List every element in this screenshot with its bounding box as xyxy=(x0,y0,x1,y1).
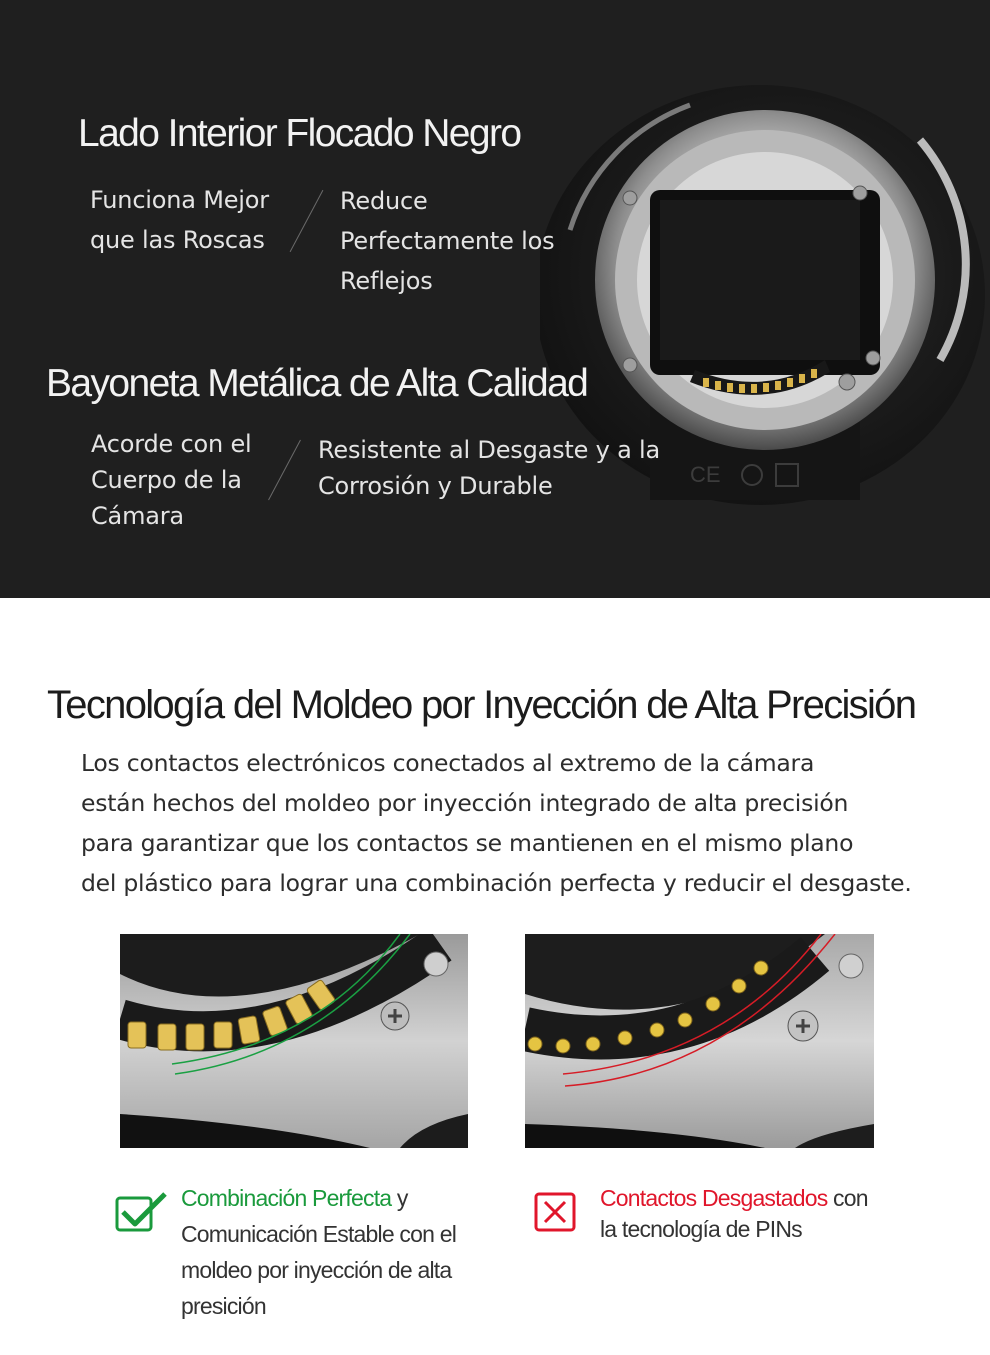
feature-line: Reduce xyxy=(340,187,428,215)
check-icon xyxy=(113,1190,168,1234)
feature-line: Corrosión y Durable xyxy=(318,472,553,500)
good-caption xyxy=(181,1180,456,1324)
divider-slash xyxy=(268,440,301,501)
feature-durable xyxy=(318,432,660,504)
good-caption-line: presición xyxy=(181,1293,266,1319)
description-line: Los contactos electrónicos conectados al extremo de la cámara xyxy=(81,749,815,777)
feature-line: que las Roscas xyxy=(90,226,265,254)
dark-feature-panel xyxy=(0,0,990,598)
description-line: para garantizar que los contactos se mantienen en el mismo plano xyxy=(81,829,854,857)
description-line: del plástico para lograr una combinación perfecta y reducir el desgaste. xyxy=(81,869,912,897)
good-caption-conj: y xyxy=(391,1185,408,1211)
svg-text:CE: CE xyxy=(690,462,721,487)
bad-caption-line-first xyxy=(600,1183,868,1214)
contacts-closeup-good-photo xyxy=(120,934,468,1148)
good-caption-line: moldeo por inyección de alta xyxy=(181,1257,452,1283)
divider-slash xyxy=(290,190,324,252)
heading-flocked-interior: Lado Interior Flocado Negro xyxy=(78,112,521,155)
description-line: están hechos del moldeo por inyección integrado de alta precisión xyxy=(81,789,849,817)
bad-caption-conj: con xyxy=(827,1185,868,1211)
good-caption-line-first xyxy=(181,1180,456,1216)
injection-description xyxy=(81,743,912,903)
bad-caption xyxy=(600,1183,868,1245)
cross-icon xyxy=(534,1192,576,1232)
feature-line: Reflejos xyxy=(340,267,433,295)
feature-reflections xyxy=(340,181,554,301)
bad-caption-highlight: Contactos Desgastados xyxy=(600,1185,828,1211)
feature-line: Acorde con el xyxy=(91,430,252,458)
feature-line: Perfectamente los xyxy=(340,227,555,255)
bad-caption-line: la tecnología de PINs xyxy=(600,1216,802,1242)
heading-metal-bayonet: Bayoneta Metálica de Alta Calidad xyxy=(46,362,588,405)
feature-body-match xyxy=(91,426,252,534)
feature-threads xyxy=(90,180,269,260)
heading-injection-molding: Tecnología del Moldeo por Inyección de Alta Precisión xyxy=(47,683,916,727)
good-caption-line: Comunicación Estable con el xyxy=(181,1221,457,1247)
good-caption-highlight: Combinación Perfecta xyxy=(181,1185,392,1211)
feature-line: Funciona Mejor xyxy=(90,186,269,214)
contacts-closeup-worn-photo xyxy=(525,934,874,1148)
feature-line: Cuerpo de la xyxy=(91,466,242,494)
feature-line: Resistente al Desgaste y a la xyxy=(318,436,660,464)
feature-line: Cámara xyxy=(91,502,184,530)
